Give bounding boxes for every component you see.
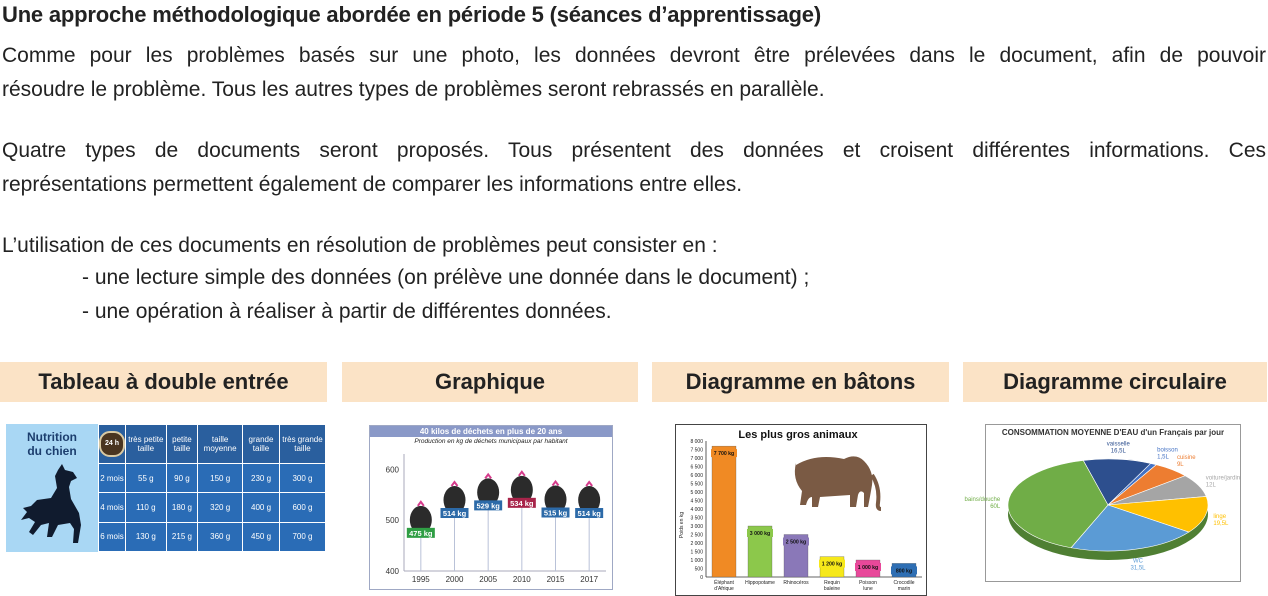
- bullet-operation: - une opération à réaliser à partir de différentes données.: [82, 300, 612, 323]
- value-label: 515 kg: [543, 508, 568, 518]
- value-label: 7 700 kg: [713, 451, 735, 458]
- y-tick-label: 5 500: [690, 481, 703, 488]
- chart-title: Les plus gros animaux: [738, 429, 858, 441]
- header-bar-chart: Diagramme en bâtons: [652, 362, 949, 402]
- slice-label: boisson: [1157, 447, 1178, 454]
- y-tick-label: 500: [694, 566, 703, 573]
- value-label: 475 kg: [409, 528, 433, 538]
- table-cell: 230 g: [243, 464, 280, 493]
- table-cell: 450 g: [243, 522, 280, 551]
- bullet-simple-reading: - une lecture simple des données (on prélève une donnée dans le document) ;: [82, 266, 810, 289]
- y-tick-label: 500: [385, 516, 399, 526]
- x-tick-label: 2010: [512, 575, 531, 584]
- x-tick-label: Requin: [824, 580, 840, 586]
- y-tick-label: 4 000: [690, 507, 703, 513]
- y-tick-label: 1 000: [690, 558, 703, 564]
- chart-title: 40 kilos de déchets en plus de 20 ans: [370, 426, 612, 437]
- bag-tie-icon: [586, 482, 592, 486]
- table-row: [99, 464, 326, 493]
- bag-tie-icon: [485, 474, 491, 478]
- table-cell: 180 g: [166, 493, 198, 522]
- table-cell: 90 g: [166, 464, 198, 493]
- table-cell: 600 g: [279, 493, 325, 522]
- value-label: 514 kg: [442, 509, 467, 519]
- elephant-trunk: [872, 475, 881, 509]
- x-tick-label: 1995: [411, 575, 430, 584]
- slice-label: cuisine: [1176, 454, 1196, 461]
- slice-value: 9L: [1176, 461, 1184, 468]
- header-graph: Graphique: [342, 362, 638, 402]
- paragraph-document-types: [2, 134, 1266, 202]
- value-label: 1 000 kg: [857, 565, 879, 571]
- elephant-icon: [795, 456, 881, 509]
- slice-value: 1,5L: [1157, 454, 1169, 461]
- bag-tie-icon: [418, 502, 424, 506]
- y-tick-label: 5 000: [690, 490, 703, 496]
- table-cell: 150 g: [198, 464, 243, 493]
- elephant-body: [795, 456, 872, 507]
- column-header: petite taille: [166, 425, 198, 464]
- y-tick-label: 6 500: [690, 464, 703, 471]
- table-title-line: du chien: [27, 444, 77, 458]
- x-tick-label: lune: [863, 586, 873, 592]
- animals-chart: [675, 424, 927, 596]
- x-tick-label: Rhinocéros: [783, 580, 809, 586]
- row-label: 4 mois: [99, 493, 126, 522]
- paragraph-line: L’utilisation de ces documents en résolution de problèmes peut consister en :: [2, 234, 718, 257]
- y-axis-label: Poids en kg: [679, 511, 685, 539]
- chart-subtitle: Production en kg de déchets municipaux par habitant: [414, 438, 568, 445]
- column-header: grande taille: [243, 425, 280, 464]
- slice-value: 60L: [990, 504, 1001, 511]
- table-cell: 700 g: [279, 522, 325, 551]
- table-cell: 130 g: [126, 522, 167, 551]
- table-header-row: [99, 425, 326, 464]
- paragraph-line: Comme pour les problèmes basés sur une photo, les données devront être prélevées dans le document, afin de pouvoir: [2, 44, 1266, 67]
- y-tick-label: 0: [700, 575, 703, 581]
- slice-label: voiture/jardin: [1205, 475, 1241, 482]
- waste-chart-plot: [370, 426, 612, 589]
- x-tick-label: marin: [897, 586, 911, 592]
- bowl-badge-icon: 24 h: [99, 431, 125, 457]
- slice-value: 31,5L: [1130, 565, 1146, 572]
- value-label: 529 kg: [476, 501, 500, 511]
- row-label: 6 mois: [99, 522, 126, 551]
- paragraph-usage-intro: [2, 229, 1266, 263]
- slice-label: bains/douche: [964, 497, 1001, 504]
- slice-label: vaisselle: [1106, 441, 1130, 448]
- x-tick-label: Crocodile: [893, 580, 915, 586]
- chart-title: CONSOMMATION MOYENNE D'EAU d'un Français par jour: [1001, 428, 1225, 437]
- y-tick-label: 8 000: [690, 439, 703, 445]
- column-header: taille moyenne: [198, 425, 243, 464]
- badge-cell: [99, 425, 126, 464]
- table-cell: 215 g: [166, 522, 198, 551]
- x-tick-label: Poisson: [859, 580, 877, 586]
- value-label: 1 200 kg: [821, 561, 843, 568]
- y-tick-label: 4 500: [690, 498, 703, 505]
- y-tick-label: 400: [385, 567, 399, 576]
- y-tick-label: 7 500: [690, 447, 703, 454]
- x-tick-label: 2017: [580, 575, 599, 584]
- section-heading: Une approche méthodologique abordée en période 5 (séances d’apprentissage): [2, 2, 821, 27]
- table-row: [99, 493, 326, 522]
- nutrition-table-document: [6, 424, 326, 552]
- y-tick-label: 2 500: [690, 532, 703, 539]
- y-tick-label: 1 500: [690, 549, 703, 556]
- y-tick-label: 7 000: [690, 456, 703, 462]
- y-tick-label: 6 000: [690, 473, 703, 479]
- header-pie-chart: Diagramme circulaire: [963, 362, 1267, 402]
- paragraph-line: résoudre le problème. Tous les autres types de problèmes seront rebrassés en parallèle.: [2, 78, 825, 101]
- paragraph-line: Quatre types de documents seront proposés. Tous présentent des données et croisent différentes informations. Ces: [2, 139, 1266, 162]
- bag-tie-icon: [553, 482, 559, 486]
- column-header: très grande taille: [279, 425, 325, 464]
- slice-value: 12L: [1205, 482, 1216, 489]
- value-label: 800 kg: [895, 568, 913, 575]
- nutrition-table: [98, 424, 326, 552]
- value-label: 514 kg: [577, 509, 601, 519]
- x-tick-label: baleine: [823, 586, 841, 592]
- y-tick-label: 3 000: [690, 524, 703, 530]
- slice-label: linge: [1213, 514, 1227, 521]
- bag-tie-icon: [452, 482, 458, 486]
- column-header: très petite taille: [126, 425, 167, 464]
- x-tick-label: Hippopotame: [745, 580, 775, 586]
- x-tick-label: 2005: [479, 575, 498, 584]
- x-tick-label: 2000: [445, 575, 464, 584]
- x-tick-label: Éléphant: [714, 580, 734, 586]
- paragraph-line: représentations permettent également de comparer les informations entre elles.: [2, 173, 743, 196]
- y-tick-label: 2 000: [690, 541, 703, 547]
- dog-panel: [6, 424, 98, 552]
- waste-chart: [369, 425, 613, 590]
- value-label: 3 000 kg: [749, 531, 771, 537]
- y-tick-label: 600: [385, 465, 399, 475]
- table-cell: 300 g: [279, 464, 325, 493]
- animals-chart-plot: [676, 425, 926, 595]
- y-tick-label: 3 500: [690, 515, 703, 522]
- header-table: Tableau à double entrée: [0, 362, 327, 402]
- value-label: 2 500 kg: [785, 539, 807, 546]
- water-pie-plot: [964, 425, 1241, 581]
- table-title-line: Nutrition: [27, 430, 77, 444]
- dog-silhouette-icon: [6, 424, 98, 552]
- bar: [712, 446, 736, 577]
- slice-value: 16,5L: [1110, 448, 1126, 455]
- table-cell: 400 g: [243, 493, 280, 522]
- table-cell: 360 g: [198, 522, 243, 551]
- value-label: 534 kg: [510, 498, 534, 508]
- slice-label: WC: [1132, 558, 1143, 565]
- water-pie-chart: [964, 424, 1241, 582]
- table-cell: 110 g: [126, 493, 167, 522]
- x-tick-label: d'Afrique: [714, 586, 734, 592]
- x-tick-label: 2015: [546, 575, 565, 584]
- row-label: 2 mois: [99, 464, 126, 493]
- table-row: [99, 522, 326, 551]
- slice-value: 19,5L: [1213, 521, 1229, 528]
- table-cell: 55 g: [126, 464, 167, 493]
- table-cell: 320 g: [198, 493, 243, 522]
- paragraph-photo-problems: [2, 39, 1266, 107]
- bag-tie-icon: [519, 472, 525, 476]
